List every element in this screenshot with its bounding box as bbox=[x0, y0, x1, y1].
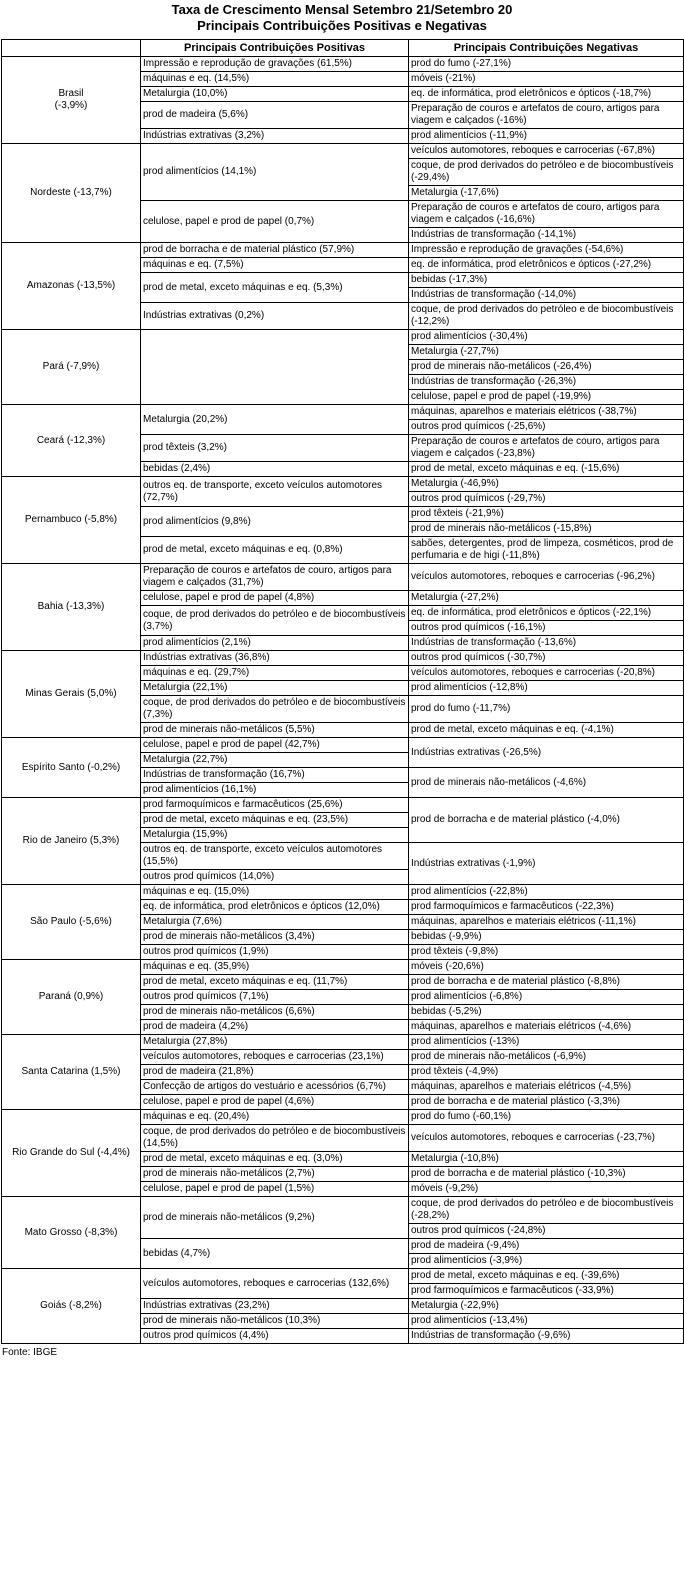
positive-contribution-cell: celulose, papel e prod de papel (1,5%) bbox=[141, 1182, 409, 1197]
positive-contribution-cell: Indústrias extrativas (0,2%) bbox=[141, 303, 409, 330]
positive-contribution-cell: outros prod químicos (14,0%) bbox=[141, 870, 409, 885]
positive-contribution-cell: Metalurgia (22,7%) bbox=[141, 753, 409, 768]
positive-contribution-cell: coque, de prod derivados do petróleo e de biocombustíveis (14,5%) bbox=[141, 1125, 409, 1152]
negative-contribution-cell: prod de minerais não-metálicos (-6,9%) bbox=[409, 1050, 684, 1065]
positive-contribution-cell: prod alimentícios (14,1%) bbox=[141, 144, 409, 201]
positive-contribution-cell: outros prod químicos (1,9%) bbox=[141, 945, 409, 960]
positive-contribution-cell: celulose, papel e prod de papel (4,6%) bbox=[141, 1095, 409, 1110]
negative-contribution-cell: máquinas, aparelhos e materiais elétricos (-4,6%) bbox=[409, 1020, 684, 1035]
positive-contribution-cell: Indústrias extrativas (3,2%) bbox=[141, 129, 409, 144]
positive-contribution-cell: máquinas e eq. (14,5%) bbox=[141, 72, 409, 87]
negative-contribution-cell: prod alimentícios (-11,9%) bbox=[409, 129, 684, 144]
table-row bbox=[2, 243, 684, 258]
negative-contribution-cell: prod de minerais não-metálicos (-15,8%) bbox=[409, 522, 684, 537]
negative-contribution-cell: prod alimentícios (-12,8%) bbox=[409, 681, 684, 696]
negative-contribution-cell: eq. de informática, prod eletrônicos e ópticos (-27,2%) bbox=[409, 258, 684, 273]
negative-contribution-cell: Metalurgia (-10,8%) bbox=[409, 1152, 684, 1167]
negative-contribution-cell: Metalurgia (-27,7%) bbox=[409, 345, 684, 360]
contributions-table bbox=[1, 39, 684, 1344]
positive-contribution-cell: prod de metal, exceto máquinas e eq. (23,5%) bbox=[141, 813, 409, 828]
negative-contribution-cell: máquinas, aparelhos e materiais elétricos (-11,1%) bbox=[409, 915, 684, 930]
negative-contribution-cell: móveis (-9,2%) bbox=[409, 1182, 684, 1197]
positive-contribution-cell: Metalurgia (27,8%) bbox=[141, 1035, 409, 1050]
negative-contribution-cell: Indústrias de transformação (-9,6%) bbox=[409, 1329, 684, 1344]
negative-contribution-cell: Indústrias de transformação (-26,3%) bbox=[409, 375, 684, 390]
positive-contribution-cell: Metalurgia (22,1%) bbox=[141, 681, 409, 696]
negative-contribution-cell: prod alimentícios (-13,4%) bbox=[409, 1314, 684, 1329]
positive-contribution-cell: prod de madeira (21,8%) bbox=[141, 1065, 409, 1080]
positive-contribution-cell: prod de metal, exceto máquinas e eq. (5,3%) bbox=[141, 273, 409, 303]
negative-contribution-cell: prod alimentícios (-13%) bbox=[409, 1035, 684, 1050]
negative-contribution-cell: bebidas (-9,9%) bbox=[409, 930, 684, 945]
negative-contribution-cell: prod de metal, exceto máquinas e eq. (-39,6%) bbox=[409, 1269, 684, 1284]
positive-contribution-cell: prod de metal, exceto máquinas e eq. (11,7%) bbox=[141, 975, 409, 990]
region-cell: Brasil (-3,9%) bbox=[2, 57, 141, 144]
negative-contribution-cell: prod de madeira (-9,4%) bbox=[409, 1239, 684, 1254]
source-note: Fonte: IBGE bbox=[2, 1347, 58, 1358]
positive-contribution-cell: outros prod químicos (7,1%) bbox=[141, 990, 409, 1005]
negative-contribution-cell: móveis (-20,6%) bbox=[409, 960, 684, 975]
positive-contribution-cell: outros eq. de transporte, exceto veículos automotores (15,5%) bbox=[141, 843, 409, 870]
positive-contribution-cell: celulose, papel e prod de papel (0,7%) bbox=[141, 201, 409, 243]
table-row bbox=[2, 564, 684, 591]
negative-contribution-cell: bebidas (-5,2%) bbox=[409, 1005, 684, 1020]
positive-contribution-cell: Indústrias extrativas (36,8%) bbox=[141, 651, 409, 666]
region-cell: Ceará (-12,3%) bbox=[2, 405, 141, 477]
negative-contribution-cell: outros prod químicos (-29,7%) bbox=[409, 492, 684, 507]
table-row bbox=[2, 1110, 684, 1125]
table-row bbox=[2, 798, 684, 813]
positive-contribution-cell: prod alimentícios (16,1%) bbox=[141, 783, 409, 798]
positive-contribution-cell: Confecção de artigos do vestuário e acessórios (6,7%) bbox=[141, 1080, 409, 1095]
table-row bbox=[2, 960, 684, 975]
negative-contribution-cell: Metalurgia (-46,9%) bbox=[409, 477, 684, 492]
positive-contribution-cell: prod de minerais não-metálicos (2,7%) bbox=[141, 1167, 409, 1182]
region-cell: Nordeste (-13,7%) bbox=[2, 144, 141, 243]
positive-contribution-cell: prod têxteis (3,2%) bbox=[141, 435, 409, 462]
negative-contribution-cell: prod de minerais não-metálicos (-26,4%) bbox=[409, 360, 684, 375]
negative-contribution-cell: prod alimentícios (-3,9%) bbox=[409, 1254, 684, 1269]
positive-contribution-cell: máquinas e eq. (7,5%) bbox=[141, 258, 409, 273]
table-row bbox=[2, 885, 684, 900]
positive-contribution-cell: veículos automotores, reboques e carrocerias (132,6%) bbox=[141, 1269, 409, 1299]
positive-contribution-cell: bebidas (2,4%) bbox=[141, 462, 409, 477]
region-cell: Minas Gerais (5,0%) bbox=[2, 651, 141, 738]
negative-contribution-cell: bebidas (-17,3%) bbox=[409, 273, 684, 288]
positive-contribution-cell: veículos automotores, reboques e carrocerias (23,1%) bbox=[141, 1050, 409, 1065]
table-row bbox=[2, 330, 684, 345]
negative-contribution-cell: prod têxteis (-4,9%) bbox=[409, 1065, 684, 1080]
region-cell: Espírito Santo (-0,2%) bbox=[2, 738, 141, 798]
positive-contribution-cell: Metalurgia (20,2%) bbox=[141, 405, 409, 435]
negative-contribution-cell: Indústrias extrativas (-1,9%) bbox=[409, 843, 684, 885]
positive-contribution-cell: prod de metal, exceto máquinas e eq. (3,0%) bbox=[141, 1152, 409, 1167]
positive-contribution-cell: máquinas e eq. (35,9%) bbox=[141, 960, 409, 975]
negative-contribution-cell: Preparação de couros e artefatos de couro, artigos para viagem e calçados (-16,6%) bbox=[409, 201, 684, 228]
negative-contribution-cell: outros prod químicos (-30,7%) bbox=[409, 651, 684, 666]
positive-contribution-cell: Metalurgia (15,9%) bbox=[141, 828, 409, 843]
table-row bbox=[2, 144, 684, 159]
negative-contribution-cell: prod de borracha e de material plástico (-3,3%) bbox=[409, 1095, 684, 1110]
header-negative: Principais Contribuições Negativas bbox=[409, 40, 684, 57]
region-cell: Santa Catarina (1,5%) bbox=[2, 1035, 141, 1110]
region-cell: Paraná (0,9%) bbox=[2, 960, 141, 1035]
positive-contribution-cell: eq. de informática, prod eletrônicos e ópticos (12,0%) bbox=[141, 900, 409, 915]
negative-contribution-cell: Indústrias de transformação (-14,0%) bbox=[409, 288, 684, 303]
positive-contribution-cell: prod de minerais não-metálicos (9,2%) bbox=[141, 1197, 409, 1239]
negative-contribution-cell: prod do fumo (-11,7%) bbox=[409, 696, 684, 723]
negative-contribution-cell: veículos automotores, reboques e carrocerias (-96,2%) bbox=[409, 564, 684, 591]
negative-contribution-cell: Metalurgia (-17,6%) bbox=[409, 186, 684, 201]
positive-contribution-cell: coque, de prod derivados do petróleo e de biocombustíveis (3,7%) bbox=[141, 606, 409, 636]
positive-contribution-cell: Impressão e reprodução de gravações (61,5%) bbox=[141, 57, 409, 72]
positive-contribution-cell: Metalurgia (10,0%) bbox=[141, 87, 409, 102]
negative-contribution-cell: Preparação de couros e artefatos de couro, artigos para viagem e calçados (-16%) bbox=[409, 102, 684, 129]
negative-contribution-cell: celulose, papel e prod de papel (-19,9%) bbox=[409, 390, 684, 405]
negative-contribution-cell: veículos automotores, reboques e carrocerias (-67,8%) bbox=[409, 144, 684, 159]
negative-contribution-cell: prod alimentícios (-22,8%) bbox=[409, 885, 684, 900]
negative-contribution-cell: eq. de informática, prod eletrônicos e ópticos (-22,1%) bbox=[409, 606, 684, 621]
table-row bbox=[2, 405, 684, 420]
negative-contribution-cell: prod do fumo (-27,1%) bbox=[409, 57, 684, 72]
table-body bbox=[2, 57, 684, 1344]
region-cell: Rio Grande do Sul (-4,4%) bbox=[2, 1110, 141, 1197]
negative-contribution-cell: prod do fumo (-60,1%) bbox=[409, 1110, 684, 1125]
positive-contribution-cell: prod alimentícios (9,8%) bbox=[141, 507, 409, 537]
positive-contribution-cell: celulose, papel e prod de papel (42,7%) bbox=[141, 738, 409, 753]
negative-contribution-cell: prod de metal, exceto máquinas e eq. (-4,1%) bbox=[409, 723, 684, 738]
table-row bbox=[2, 1197, 684, 1224]
table-row bbox=[2, 57, 684, 72]
negative-contribution-cell: máquinas, aparelhos e materiais elétricos (-38,7%) bbox=[409, 405, 684, 420]
positive-contribution-cell: Indústrias de transformação (16,7%) bbox=[141, 768, 409, 783]
negative-contribution-cell: Indústrias extrativas (-26,5%) bbox=[409, 738, 684, 768]
positive-contribution-cell: celulose, papel e prod de papel (4,8%) bbox=[141, 591, 409, 606]
negative-contribution-cell: coque, de prod derivados do petróleo e de biocombustíveis (-28,2%) bbox=[409, 1197, 684, 1224]
negative-contribution-cell: sabões, detergentes, prod de limpeza, cosméticos, prod de perfumaria e de higi (-11,8%) bbox=[409, 537, 684, 564]
positive-contribution-cell: outros eq. de transporte, exceto veículos automotores (72,7%) bbox=[141, 477, 409, 507]
header-positive: Principais Contribuições Positivas bbox=[141, 40, 409, 57]
positive-contribution-cell: Metalurgia (7,6%) bbox=[141, 915, 409, 930]
header-region bbox=[2, 40, 141, 57]
positive-contribution-cell: prod farmoquímicos e farmacêuticos (25,6%) bbox=[141, 798, 409, 813]
region-cell: Pará (-7,9%) bbox=[2, 330, 141, 405]
negative-contribution-cell: prod têxteis (-21,9%) bbox=[409, 507, 684, 522]
negative-contribution-cell: Metalurgia (-27,2%) bbox=[409, 591, 684, 606]
positive-contribution-cell: Indústrias extrativas (23,2%) bbox=[141, 1299, 409, 1314]
negative-contribution-cell: prod de borracha e de material plástico (-10,3%) bbox=[409, 1167, 684, 1182]
positive-contribution-cell: prod de minerais não-metálicos (10,3%) bbox=[141, 1314, 409, 1329]
positive-contribution-cell bbox=[141, 330, 409, 405]
table-row bbox=[2, 651, 684, 666]
header-row bbox=[2, 40, 684, 57]
positive-contribution-cell: prod de madeira (4,2%) bbox=[141, 1020, 409, 1035]
negative-contribution-cell: Indústrias de transformação (-14,1%) bbox=[409, 228, 684, 243]
negative-contribution-cell: prod alimentícios (-6,8%) bbox=[409, 990, 684, 1005]
region-cell: São Paulo (-5,6%) bbox=[2, 885, 141, 960]
positive-contribution-cell: máquinas e eq. (15,0%) bbox=[141, 885, 409, 900]
positive-contribution-cell: prod de madeira (5,6%) bbox=[141, 102, 409, 129]
negative-contribution-cell: prod de metal, exceto máquinas e eq. (-15,6%) bbox=[409, 462, 684, 477]
table-title: Taxa de Crescimento Mensal Setembro 21/Setembro 20 bbox=[171, 2, 513, 17]
negative-contribution-cell: prod farmoquímicos e farmacêuticos (-22,3%) bbox=[409, 900, 684, 915]
negative-contribution-cell: prod de borracha e de material plástico (-4,0%) bbox=[409, 798, 684, 843]
negative-contribution-cell: outros prod químicos (-25,6%) bbox=[409, 420, 684, 435]
negative-contribution-cell: veículos automotores, reboques e carrocerias (-20,8%) bbox=[409, 666, 684, 681]
table-row bbox=[2, 738, 684, 753]
positive-contribution-cell: prod alimentícios (2,1%) bbox=[141, 636, 409, 651]
positive-contribution-cell: prod de minerais não-metálicos (5,5%) bbox=[141, 723, 409, 738]
negative-contribution-cell: prod de minerais não-metálicos (-4,6%) bbox=[409, 768, 684, 798]
negative-contribution-cell: prod de borracha e de material plástico (-8,8%) bbox=[409, 975, 684, 990]
region-cell: Amazonas (-13,5%) bbox=[2, 243, 141, 330]
positive-contribution-cell: coque, de prod derivados do petróleo e de biocombustíveis (7,3%) bbox=[141, 696, 409, 723]
positive-contribution-cell: Preparação de couros e artefatos de couro, artigos para viagem e calçados (31,7%) bbox=[141, 564, 409, 591]
negative-contribution-cell: coque, de prod derivados do petróleo e de biocombustíveis (-12,2%) bbox=[409, 303, 684, 330]
negative-contribution-cell: prod alimentícios (-30,4%) bbox=[409, 330, 684, 345]
negative-contribution-cell: Impressão e reprodução de gravações (-54,6%) bbox=[409, 243, 684, 258]
positive-contribution-cell: prod de metal, exceto máquinas e eq. (0,8%) bbox=[141, 537, 409, 564]
negative-contribution-cell: prod têxteis (-9,8%) bbox=[409, 945, 684, 960]
positive-contribution-cell: bebidas (4,7%) bbox=[141, 1239, 409, 1269]
negative-contribution-cell: outros prod químicos (-24,8%) bbox=[409, 1224, 684, 1239]
negative-contribution-cell: prod farmoquímicos e farmacêuticos (-33,9%) bbox=[409, 1284, 684, 1299]
region-cell: Bahia (-13,3%) bbox=[2, 564, 141, 651]
table-row bbox=[2, 1269, 684, 1284]
positive-contribution-cell: outros prod químicos (4,4%) bbox=[141, 1329, 409, 1344]
table-row bbox=[2, 1035, 684, 1050]
positive-contribution-cell: máquinas e eq. (20,4%) bbox=[141, 1110, 409, 1125]
region-cell: Goiás (-8,2%) bbox=[2, 1269, 141, 1344]
negative-contribution-cell: veículos automotores, reboques e carrocerias (-23,7%) bbox=[409, 1125, 684, 1152]
positive-contribution-cell: prod de borracha e de material plástico (57,9%) bbox=[141, 243, 409, 258]
negative-contribution-cell: máquinas, aparelhos e materiais elétricos (-4,5%) bbox=[409, 1080, 684, 1095]
region-cell: Rio de Janeiro (5,3%) bbox=[2, 798, 141, 885]
region-cell: Pernambuco (-5,8%) bbox=[2, 477, 141, 564]
table-subtitle: Principais Contribuições Positivas e Negativas bbox=[197, 18, 487, 33]
negative-contribution-cell: Indústrias de transformação (-13,6%) bbox=[409, 636, 684, 651]
negative-contribution-cell: Metalurgia (-22,9%) bbox=[409, 1299, 684, 1314]
negative-contribution-cell: Preparação de couros e artefatos de couro, artigos para viagem e calçados (-23,8%) bbox=[409, 435, 684, 462]
table-row bbox=[2, 477, 684, 492]
negative-contribution-cell: eq. de informática, prod eletrônicos e ópticos (-18,7%) bbox=[409, 87, 684, 102]
positive-contribution-cell: prod de minerais não-metálicos (6,6%) bbox=[141, 1005, 409, 1020]
negative-contribution-cell: móveis (-21%) bbox=[409, 72, 684, 87]
region-cell: Mato Grosso (-8,3%) bbox=[2, 1197, 141, 1269]
negative-contribution-cell: coque, de prod derivados do petróleo e de biocombustíveis (-29,4%) bbox=[409, 159, 684, 186]
positive-contribution-cell: máquinas e eq. (29,7%) bbox=[141, 666, 409, 681]
negative-contribution-cell: outros prod químicos (-16,1%) bbox=[409, 621, 684, 636]
positive-contribution-cell: prod de minerais não-metálicos (3,4%) bbox=[141, 930, 409, 945]
